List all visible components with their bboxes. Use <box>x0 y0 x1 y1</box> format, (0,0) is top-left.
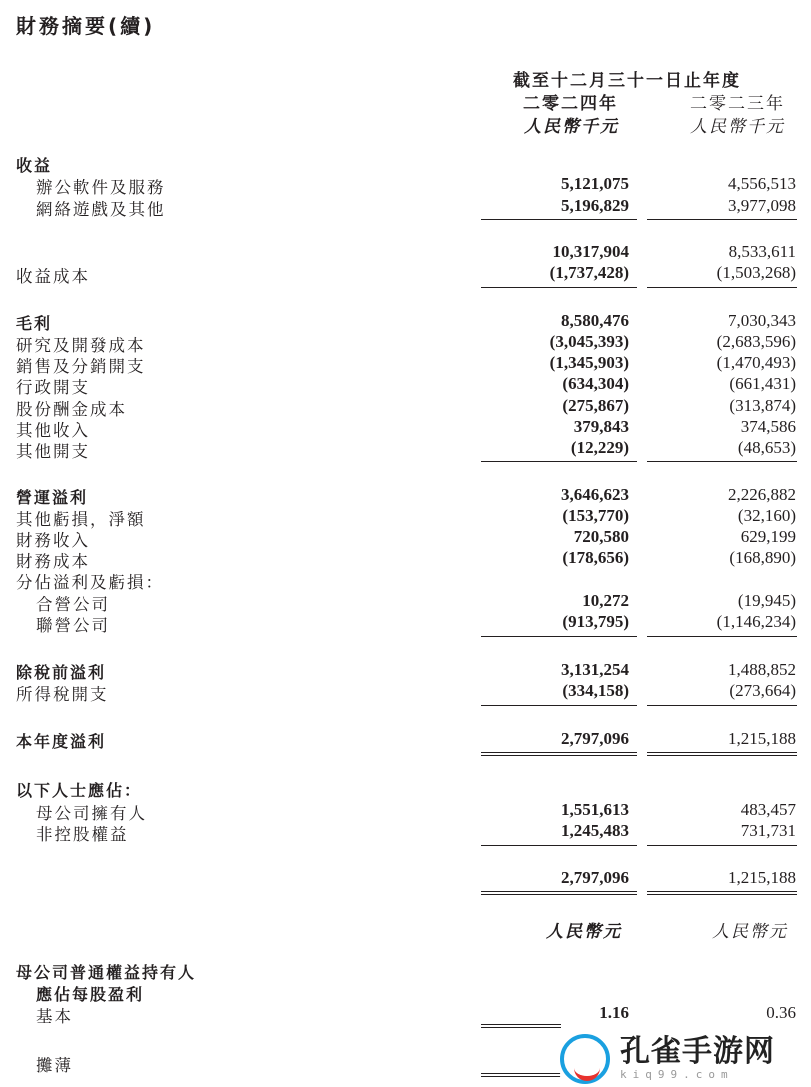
value-2023: 629,199 <box>740 527 796 546</box>
double-rule <box>481 752 637 753</box>
double-rule <box>647 755 797 756</box>
row-label: 合營公司 <box>36 595 110 614</box>
subtotal-rule <box>481 287 637 288</box>
value-2023: 4,556,513 <box>728 174 796 193</box>
revenue-heading-row <box>0 153 811 175</box>
value-2024: 3,131,254 <box>561 660 629 679</box>
table-row <box>0 417 811 439</box>
logo-icon <box>560 1034 610 1084</box>
watermark-sub: kiq99.com <box>620 1068 734 1081</box>
eps-heading-line1: 母公司普通權益持有人 <box>16 963 197 982</box>
double-rule <box>647 752 797 753</box>
value-2023: 3,977,098 <box>728 196 796 215</box>
table-row <box>0 263 811 285</box>
attributable-heading: 以下人士應佔： <box>16 781 143 800</box>
table-row <box>0 332 811 354</box>
value-2024: 379,843 <box>573 417 629 436</box>
unit-rmb-2024: 人民幣元 <box>546 922 622 942</box>
value-2024: (153,770) <box>562 506 629 525</box>
page-title: 財務摘要(續) <box>16 14 156 38</box>
value-2023: (661,431) <box>729 374 796 393</box>
subtotal-rule <box>481 219 637 220</box>
revenue-heading: 收益 <box>16 156 53 175</box>
value-2024: (634,304) <box>562 374 629 393</box>
table-row <box>0 800 811 822</box>
value-2023: (313,874) <box>729 396 796 415</box>
row-label: 本年度溢利 <box>16 732 107 751</box>
row-label: 財務收入 <box>16 531 90 550</box>
subtotal-rule <box>647 461 797 462</box>
value-2023: (48,653) <box>737 438 796 457</box>
row-label: 母公司擁有人 <box>36 804 147 823</box>
double-rule <box>481 891 637 892</box>
value-2024: 2,797,096 <box>561 868 629 887</box>
value-2023: (1,470,493) <box>716 353 796 372</box>
double-rule <box>481 1073 561 1074</box>
row-label: 其他開支 <box>16 442 90 461</box>
table-row <box>0 311 811 333</box>
value-2023: (32,160) <box>737 506 796 525</box>
value-2024: 2,797,096 <box>561 729 629 748</box>
year-2024-header: 二零二四年 <box>523 94 618 114</box>
double-rule <box>481 1076 561 1077</box>
value-2023: 1,215,188 <box>728 729 796 748</box>
table-row <box>0 438 811 460</box>
value-2024: 10,317,904 <box>552 242 629 261</box>
double-rule <box>481 1024 561 1025</box>
double-rule <box>481 755 637 756</box>
row-label: 基本 <box>36 1007 73 1026</box>
value-2023: 483,457 <box>740 800 796 819</box>
row-label: 行政開支 <box>16 378 90 397</box>
subtotal-rule <box>647 636 797 637</box>
table-row <box>0 353 811 375</box>
row-label: 辦公軟件及服務 <box>36 178 166 197</box>
row-label: 網絡遊戲及其他 <box>36 200 166 219</box>
share-of-heading: 分佔溢利及虧損： <box>16 573 164 592</box>
row-label: 聯營公司 <box>36 616 110 635</box>
unit-2024-header: 人民幣千元 <box>524 117 619 137</box>
value-2024: 10,272 <box>582 591 629 610</box>
table-row <box>0 196 811 218</box>
table-row <box>0 1003 811 1025</box>
value-2023: (168,890) <box>729 548 796 567</box>
value-2023: 8,533,611 <box>728 242 796 261</box>
value-2024: (1,345,903) <box>549 353 629 372</box>
table-row <box>0 591 811 613</box>
watermark-logo <box>560 1030 810 1087</box>
double-rule <box>481 894 637 895</box>
subtotal-rule <box>647 219 797 220</box>
value-2023: 1,488,852 <box>728 660 796 679</box>
table-row <box>0 527 811 549</box>
eps-heading-row <box>0 960 811 982</box>
row-label: 研究及開發成本 <box>16 336 146 355</box>
watermark-main: 孔雀手游网 <box>620 1034 775 1069</box>
table-row <box>0 506 811 528</box>
attributable-heading-row <box>0 778 811 800</box>
double-rule <box>647 891 797 892</box>
period-header: 截至十二月三十一日止年度 <box>513 71 741 91</box>
table-row <box>0 242 811 264</box>
table-row <box>0 174 811 196</box>
value-2024: (178,656) <box>562 548 629 567</box>
subtotal-rule <box>481 845 637 846</box>
table-row <box>0 548 811 570</box>
row-label: 銷售及分銷開支 <box>16 357 146 376</box>
year-2023-header: 二零二三年 <box>690 94 785 114</box>
table-row <box>0 681 811 703</box>
value-2024: (913,795) <box>562 612 629 631</box>
row-label: 攤薄 <box>36 1056 73 1075</box>
row-label: 其他收入 <box>16 421 90 440</box>
value-2023: 2,226,882 <box>728 485 796 504</box>
value-2024: 3,646,623 <box>561 485 629 504</box>
row-label: 所得稅開支 <box>16 685 109 704</box>
row-label: 營運溢利 <box>16 488 89 507</box>
value-2024: 1,551,613 <box>561 800 629 819</box>
table-row <box>0 612 811 634</box>
subtotal-rule <box>481 636 637 637</box>
value-2024: (334,158) <box>562 681 629 700</box>
row-label: 毛利 <box>16 314 53 333</box>
value-2023: 374,586 <box>740 417 796 436</box>
value-2024: (3,045,393) <box>549 332 629 351</box>
row-label: 財務成本 <box>16 552 90 571</box>
table-row <box>0 485 811 507</box>
value-2024: 8,580,476 <box>561 311 629 330</box>
value-2023: (19,945) <box>737 591 796 610</box>
value-2024: 5,196,829 <box>561 196 629 215</box>
table-row <box>0 729 811 751</box>
value-2024: (275,867) <box>562 396 629 415</box>
subtotal-rule <box>647 845 797 846</box>
value-2023: 1,215,188 <box>728 868 796 887</box>
subtotal-rule <box>481 705 637 706</box>
value-2024: 1,245,483 <box>561 821 629 840</box>
table-row <box>0 868 811 890</box>
eps-heading-row <box>0 982 811 1004</box>
subtotal-rule <box>647 705 797 706</box>
value-2023: 0.36 <box>766 1003 796 1022</box>
value-2024: (1,737,428) <box>549 263 629 282</box>
value-2024: 5,121,075 <box>561 174 629 193</box>
value-2024: 720,580 <box>573 527 629 546</box>
row-label: 股份酬金成本 <box>16 400 127 419</box>
share-of-heading-row <box>0 569 811 591</box>
subtotal-rule <box>481 461 637 462</box>
eps-heading-line2: 應佔每股盈利 <box>36 985 145 1004</box>
double-rule <box>647 894 797 895</box>
value-2023: 731,731 <box>740 821 796 840</box>
table-row <box>0 660 811 682</box>
value-2024: (12,229) <box>570 438 629 457</box>
value-2023: (1,503,268) <box>716 263 796 282</box>
double-rule <box>481 1027 561 1028</box>
table-row <box>0 396 811 418</box>
value-2023: (2,683,596) <box>716 332 796 351</box>
unit-rmb-2023: 人民幣元 <box>712 922 788 942</box>
value-2023: 7,030,343 <box>728 311 796 330</box>
row-label: 除稅前溢利 <box>16 663 107 682</box>
row-label: 其他虧損，淨額 <box>16 510 146 529</box>
value-2023: (273,664) <box>729 681 796 700</box>
row-label: 收益成本 <box>16 267 90 286</box>
table-row <box>0 374 811 396</box>
value-2023: (1,146,234) <box>716 612 796 631</box>
unit-2023-header: 人民幣千元 <box>690 117 785 137</box>
table-row <box>0 821 811 843</box>
row-label: 非控股權益 <box>36 825 129 844</box>
subtotal-rule <box>647 287 797 288</box>
value-2024: 1.16 <box>599 1003 629 1022</box>
